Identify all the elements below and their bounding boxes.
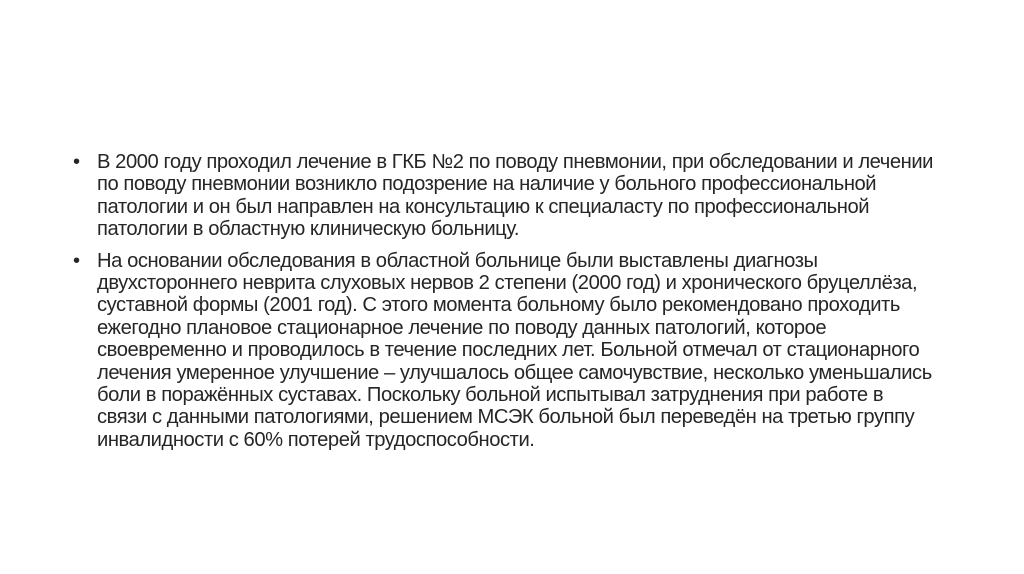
bullet-item-1: [73, 151, 933, 241]
bullet-text-1: В 2000 году проходил лечение в ГКБ №2 по поводу пневмонии, при обследовании и лечении по поводу пневмонии возникло подозрение на наличие у больного профессиональной патологии и он был направлен на консультацию к специаласту по профессиональной патологии в областную клиническую больницу.: [97, 151, 933, 241]
bullet-icon: •: [73, 151, 80, 173]
bullet-list: [73, 151, 933, 451]
bullet-item-2: [73, 250, 933, 452]
slide-content: [73, 151, 933, 460]
bullet-text-2: На основании обследования в областной больнице были выставлены диагнозы двухстороннего неврита слуховых нервов 2 степени (2000 год) и хронического бруцеллёза, суставной формы (2001 год). С этого момента больному было рекомендовано проходить ежегодно плановое стационарное лечение по поводу данных патологий, которое своевременно и проводилось в течение последних лет. Больной отмечал от стационарного лечения умеренное улучшение – улучшалось общее самочувствие, несколько уменьшались боли в поражённых суставах. Поскольку больной испытывал затруднения при работе в связи с данными патологиями, решением МСЭК больной был переведён на третью группу инвалидности с 60% потерей трудоспособности.: [97, 249, 932, 451]
bullet-icon: •: [73, 249, 80, 272]
